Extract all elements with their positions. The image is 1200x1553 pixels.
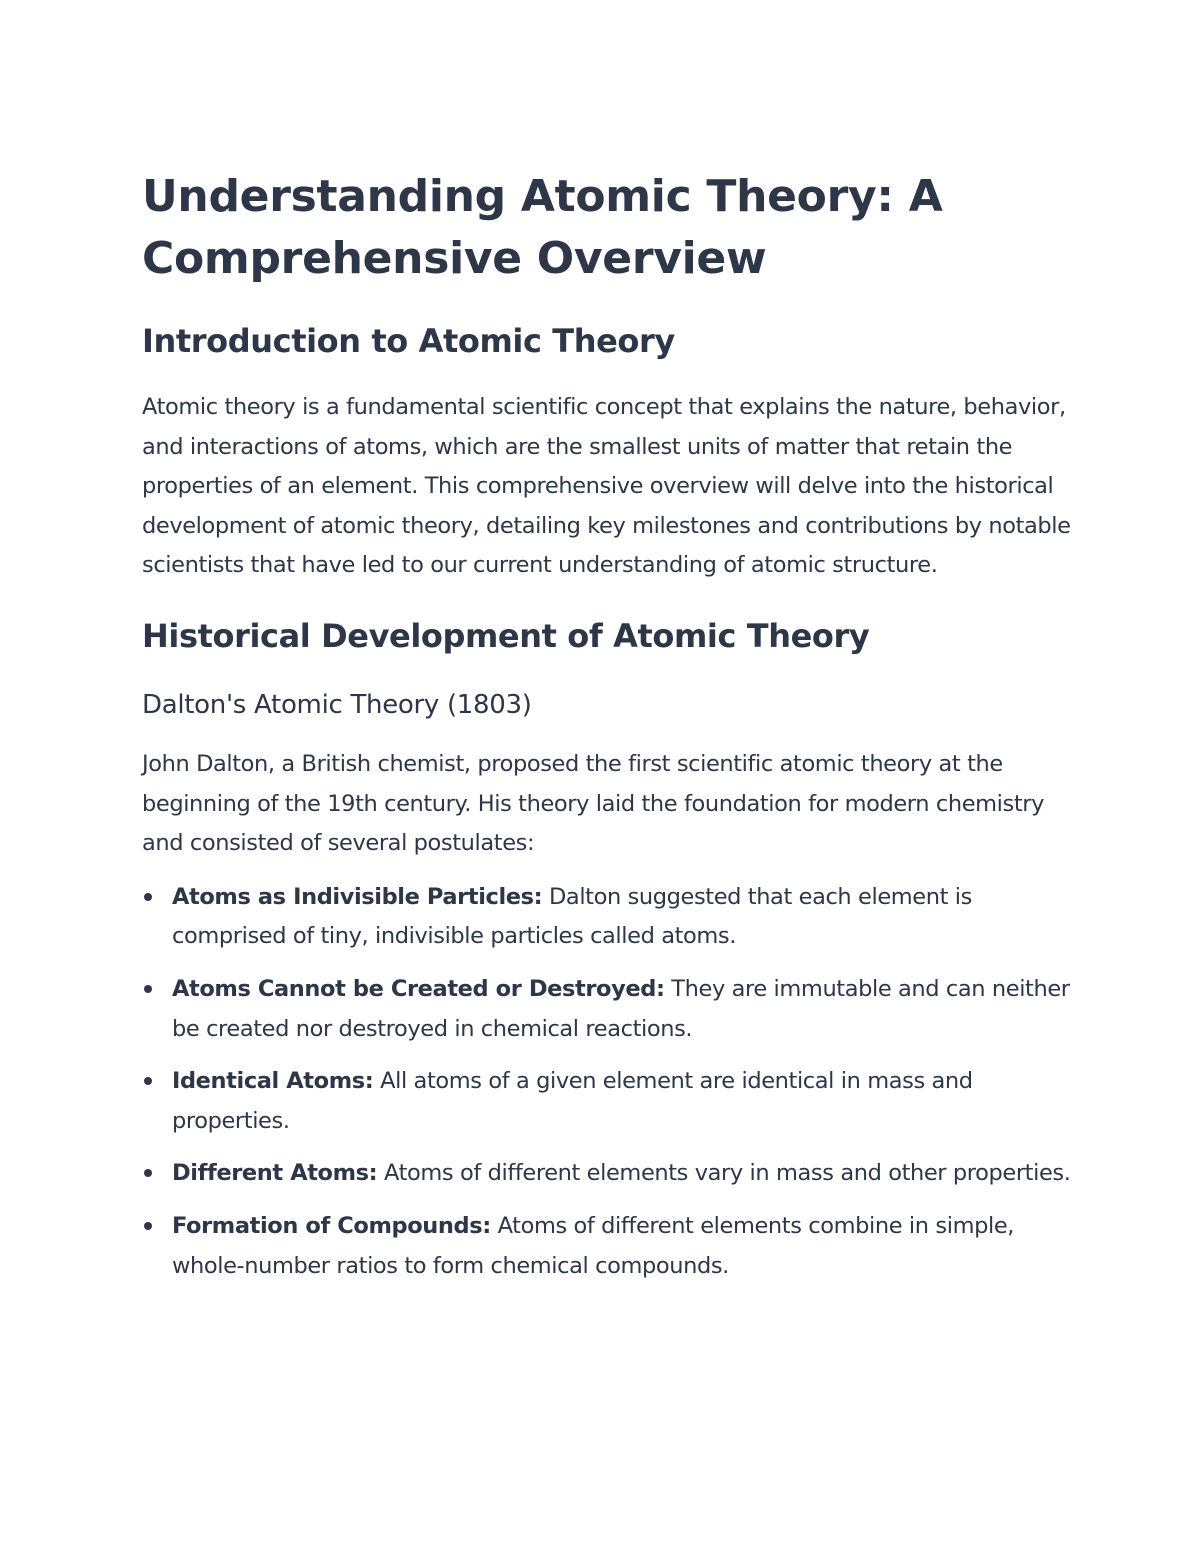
list-item [142,1062,1072,1141]
postulate-term: Different Atoms: [172,1160,378,1187]
postulate-text: Dalton suggested that each element is comprised of tiny, indivisible particles called atoms. [172,883,972,950]
list-item [142,1207,1072,1286]
postulate-text: Atoms of different elements vary in mass and other properties. [377,1160,1071,1187]
bullet-icon [144,1222,152,1230]
dalton-paragraph: John Dalton, a British chemist, proposed the first scientific atomic theory at the beginning of the 19th century. His theory laid the foundation for modern chemistry and consisted of several postulates: [142,750,1045,857]
postulate-term: Formation of Compounds: [172,1212,491,1239]
bullet-icon [144,1169,152,1177]
postulate-text: All atoms of a given element are identical in mass and properties. [172,1068,973,1134]
list-item [142,1154,1072,1194]
bullet-icon [144,1077,152,1085]
bullet-icon [144,893,152,901]
list-item [142,970,1072,1049]
section-heading-historical-development: Historical Development of Atomic Theory [142,616,870,655]
postulates-list [142,878,1072,1286]
section-heading-introduction: Introduction to Atomic Theory [142,322,675,360]
document-content [142,166,1072,1299]
postulate-text: They are immutable and can neither be created nor destroyed in chemical reactions. [172,975,1070,1042]
list-item [142,878,1072,957]
postulate-term: Atoms as Indivisible Particles: [172,883,543,910]
bullet-icon [144,985,152,993]
postulate-term: Atoms Cannot be Created or Destroyed: [172,975,665,1002]
introduction-paragraph: Atomic theory is a fundamental scientific concept that explains the nature, behavior, and interactions of atoms, which are the smallest units of matter that retain the properties of an element. This comprehensive overview will delve into the historical development of atomic theory, detailing key milestones and contributions by notable scientists that have led to our current understanding of atomic structure. [142,394,1071,579]
postulate-term: Identical Atoms: [172,1068,374,1095]
document-title: Understanding Atomic Theory: A Comprehensive Overview [142,171,943,284]
postulate-text: Atoms of different elements combine in simple, whole-number ratios to form chemical compounds. [172,1212,1015,1279]
subsection-heading-dalton: Dalton's Atomic Theory (1803) [142,689,532,720]
